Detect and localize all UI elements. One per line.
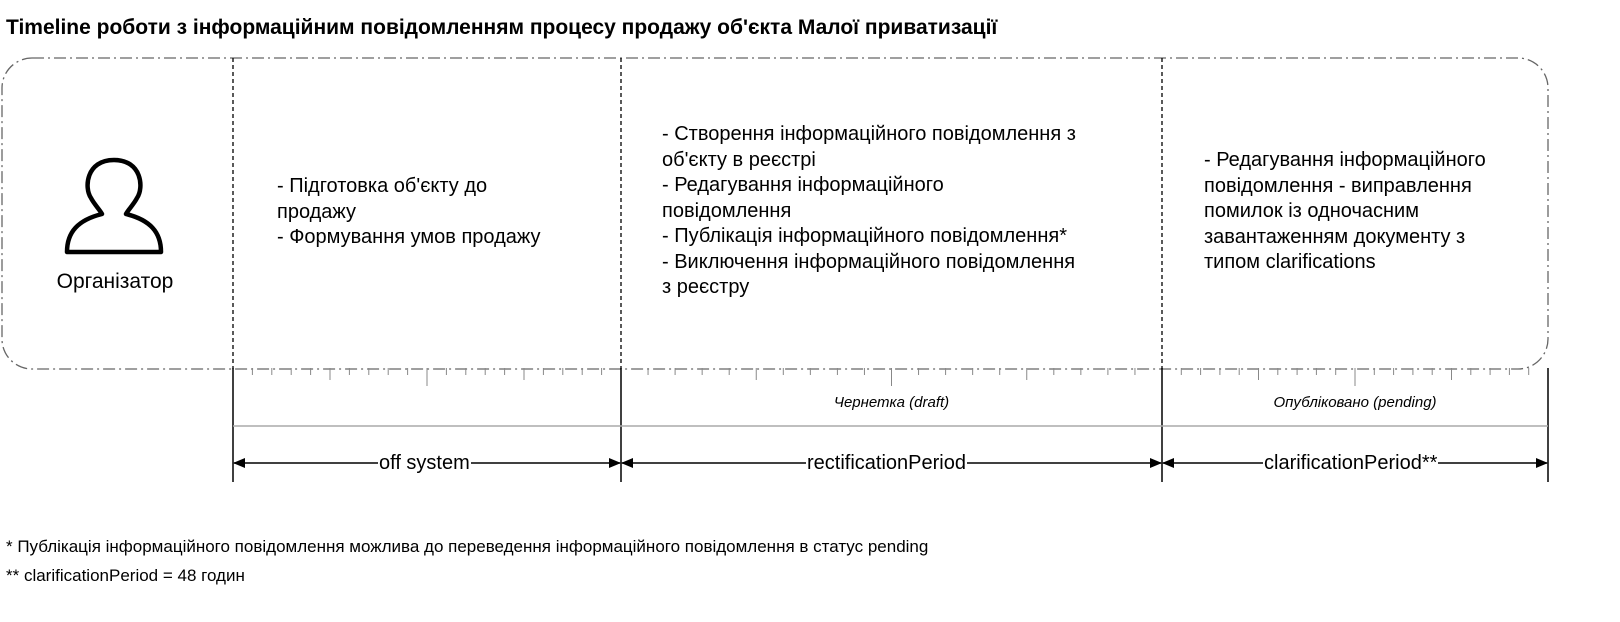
- period-label: off system: [379, 452, 470, 474]
- footnote: * Публікація інформаційного повідомлення можлива до переведення інформаційного повідомлення в статус pending: [6, 537, 929, 556]
- actor-label: Організатор: [56, 270, 174, 293]
- phase-description: - Створення інформаційного повідомлення з об'єкту в реєстрі - Редагування інформаційного повідомлення - Публікація інформаційного повідомлення* - Виключення інформаційного повідомлення з реєстру: [662, 123, 1076, 298]
- footnote: ** clarificationPeriod = 48 годин: [6, 566, 245, 585]
- status-label: Чернетка (draft): [833, 394, 950, 411]
- period-label: rectificationPeriod: [807, 452, 966, 474]
- period-label: clarificationPeriod**: [1264, 452, 1438, 474]
- status-label: Опубліковано (pending): [1273, 394, 1437, 411]
- diagram-title: Timeline роботи з інформаційним повідомленням процесу продажу об'єкта Малої приватизації: [6, 16, 998, 39]
- user-icon: [67, 160, 161, 252]
- phase-description: - Редагування інформаційного повідомлення - виправлення помилок із одночасним завантаженням документу з типом clarifications: [1204, 149, 1486, 273]
- timeline-ruler: [252, 368, 1528, 386]
- phase-description: - Підготовка об'єкту до продажу - Формування умов продажу: [277, 175, 541, 248]
